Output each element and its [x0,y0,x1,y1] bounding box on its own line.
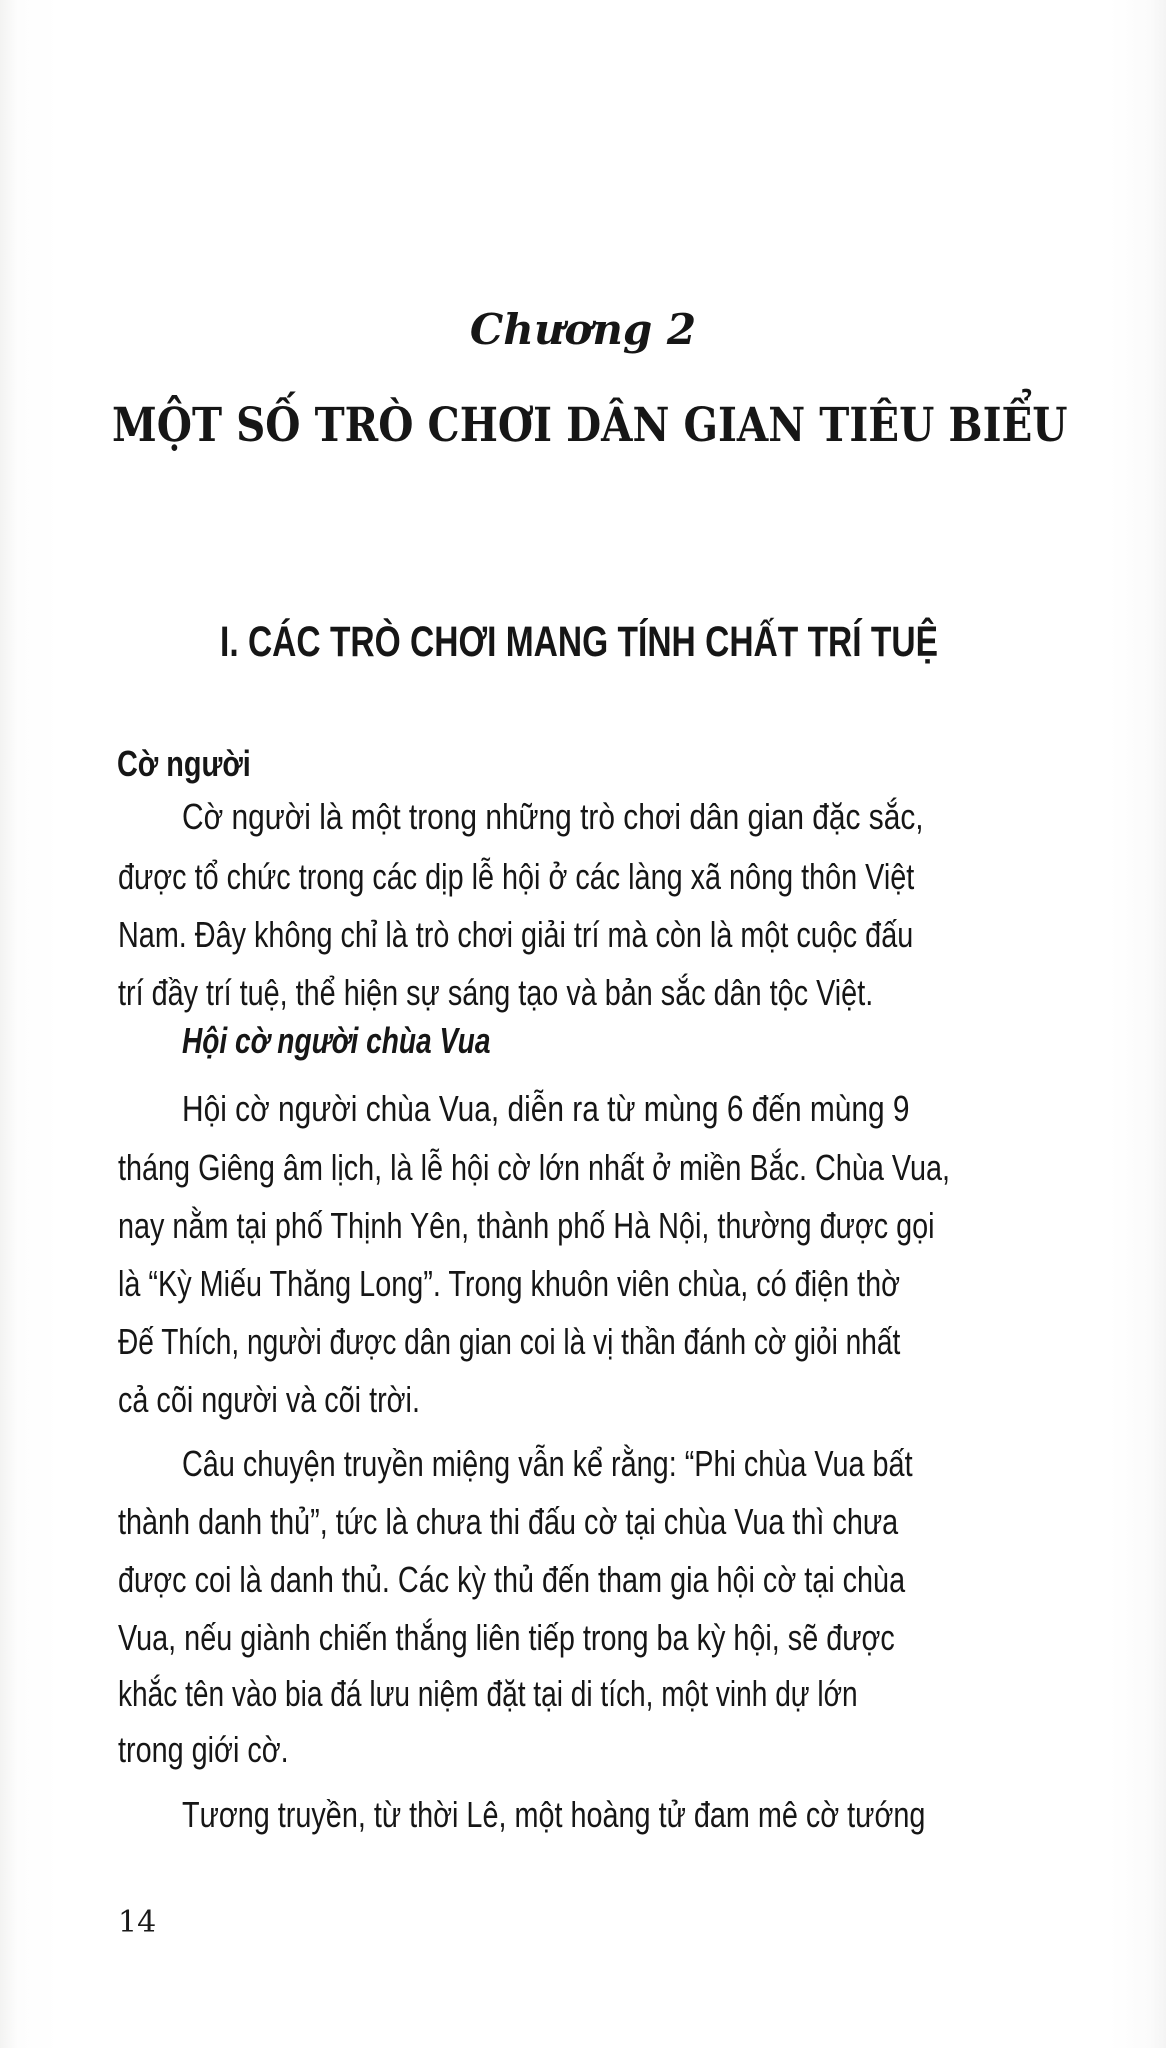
paragraph-3-line: Câu chuyện truyền miệng vẫn kể rằng: “Phi chùa Vua bất [182,1443,913,1484]
subsubheading-hoi-co-nguoi: Hội cờ người chùa Vua [182,1020,491,1061]
paragraph-3-line: trong giới cờ. [118,1729,289,1770]
paragraph-2-line: nay nằm tại phố Thịnh Yên, thành phố Hà Nội, thường được gọi [118,1205,935,1246]
paragraph-3-line: Vua, nếu giành chiến thắng liên tiếp trong ba kỳ hội, sẽ được [118,1617,895,1658]
paragraph-2-line: là “Kỳ Miếu Thăng Long”. Trong khuôn viên chùa, có điện thờ [118,1263,901,1304]
paragraph-1-line: được tổ chức trong các dịp lễ hội ở các làng xã nông thôn Việt [118,856,915,897]
page-number: 14 [118,1905,157,1940]
paragraph-4-line: Tương truyền, từ thời Lê, một hoàng tử đam mê cờ tướng [182,1794,926,1835]
paragraph-3-line: thành danh thủ”, tức là chưa thi đấu cờ tại chùa Vua thì chưa [118,1501,899,1542]
paragraph-3-line: được coi là danh thủ. Các kỳ thủ đến tham gia hội cờ tại chùa [118,1559,906,1600]
subheading-co-nguoi: Cờ người [117,743,251,784]
chapter-title: MỘT SỐ TRÒ CHƠI DÂN GIAN TIÊU BIỂU [112,398,1068,453]
paragraph-1-line: trí đầy trí tuệ, thể hiện sự sáng tạo và bản sắc dân tộc Việt. [118,972,874,1013]
paragraph-2-line: cả cõi người và cõi trời. [118,1379,420,1420]
chapter-label: Chương 2 [469,305,697,354]
section-heading: I. CÁC TRÒ CHƠI MANG TÍNH CHẤT TRÍ TUỆ [220,618,939,666]
paragraph-1-line: Cờ người là một trong những trò chơi dân gian đặc sắc, [182,796,924,837]
paragraph-2-line: tháng Giêng âm lịch, là lễ hội cờ lớn nhất ở miền Bắc. Chùa Vua, [118,1147,951,1188]
paragraph-3-line: khắc tên vào bia đá lưu niệm đặt tại di tích, một vinh dự lớn [118,1673,858,1714]
paragraph-1-line: Nam. Đây không chỉ là trò chơi giải trí mà còn là một cuộc đấu [118,914,914,955]
paragraph-2-line: Hội cờ người chùa Vua, diễn ra từ mùng 6 đến mùng 9 [182,1088,910,1129]
paragraph-2-line: Đế Thích, người được dân gian coi là vị thần đánh cờ giỏi nhất [118,1321,901,1362]
